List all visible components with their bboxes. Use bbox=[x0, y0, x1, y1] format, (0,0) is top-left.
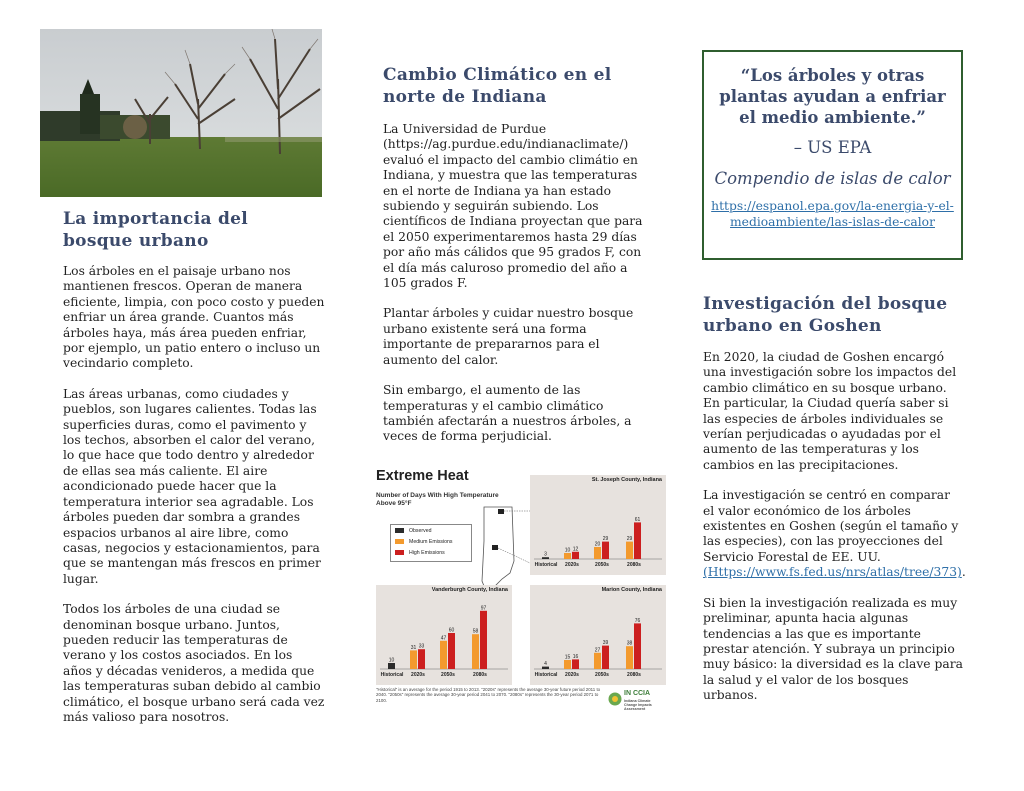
epa-link[interactable]: https://espanol.epa.gov/la-energia-y-el-medioambiente/las-islas-de-calor bbox=[711, 199, 954, 229]
figure-legend bbox=[390, 524, 472, 562]
bar-value-label: 61 bbox=[634, 516, 641, 523]
figure-note: "Historical" is an average for the period 1915 to 2013. "2020s" represents the average 30-year future period 2011 to 2040. "2050s" represents the average 30-year period 2041 to 2070. "2080s" represents the 30-year period 2071 to 2100. bbox=[376, 687, 601, 703]
col3-heading: Investigación del bosque urbano en Goshen bbox=[703, 294, 948, 336]
x-tick-label: Historical bbox=[534, 562, 558, 568]
legend-item-high bbox=[391, 547, 471, 558]
col3-paragraph-3: Si bien la investigación realizada es muy preliminar, apunta hacia algunas tendencias a las que es importante prestar atención. Y subraya un principio muy básico: la diversidad es la clave para la salud y el valor de los bosques urbanos. bbox=[703, 595, 963, 703]
legend-label-medium: Medium Emissions bbox=[409, 538, 453, 545]
bar-value-label: 31 bbox=[410, 644, 417, 651]
col3-paragraph-2-end: . bbox=[961, 565, 966, 580]
col1-paragraph-2: Las áreas urbanas, como ciudades y pueblos, son lugares calientes. Todas las superficies duras, como el pavimento y los techos, absorben el calor del verano, lo que hace que todo dentro y alrededor de ellas sea más caliente. El aire acondicionado puede hacer que la temperatura interior sea agradable. Los árboles pueden dar sombra a grandes espacios urbanos al aire libre, como casas, negocios y estacionamientos, para que se mantengan más frescos en primer lugar. bbox=[63, 386, 321, 586]
quote-author: – US EPA bbox=[793, 138, 872, 157]
bar-value-label: 58 bbox=[472, 628, 479, 635]
col1-paragraph-3: Todos los árboles de una ciudad se denominan bosque urbano. Juntos, pueden reducir las temperaturas de verano y los costos asociados. En los años y décadas venideros, a medida que las temperaturas suban debido al cambio climático, el bosque urbano será cada vez más valioso para nosotros. bbox=[63, 602, 325, 724]
chart-marion bbox=[530, 585, 666, 685]
panel-marion bbox=[530, 585, 666, 685]
legend-swatch-observed bbox=[395, 528, 404, 533]
x-tick-label: 2020s bbox=[565, 672, 579, 678]
in-ccia-logo bbox=[608, 690, 664, 714]
x-tick-label: 2050s bbox=[595, 562, 609, 568]
bar-value-label: 27 bbox=[594, 647, 601, 654]
bar-value-label: 16 bbox=[572, 653, 579, 660]
col2-paragraph-3: Sin embargo, el aumento de las temperaturas y el cambio climático también afectarán a nuestros árboles, a veces de forma perjudicial. bbox=[383, 383, 632, 444]
legend-label-observed: Observed bbox=[409, 527, 432, 534]
col1-heading: La importancia del bosque urbano bbox=[63, 209, 249, 251]
panel-vanderburgh bbox=[376, 585, 512, 685]
panel-title-st-joseph: St. Joseph County, Indiana bbox=[591, 477, 662, 483]
bar-value-label: 4 bbox=[544, 661, 547, 668]
x-tick-label: 2050s bbox=[595, 672, 609, 678]
leaf-icon bbox=[608, 692, 622, 706]
quote-source: Compendio de islas de calor bbox=[714, 169, 951, 188]
col2-paragraph-2: Plantar árboles y cuidar nuestro bosque urbano existente será una forma importante de prepararnos para el aumento del calor. bbox=[383, 306, 634, 367]
bar-value-label: 3 bbox=[544, 551, 547, 558]
map-marker-st-joseph bbox=[498, 509, 504, 514]
col3-paragraph-1: En 2020, la ciudad de Goshen encargó una investigación sobre los impactos del cambio climático en su bosque urbano. En particular, la Ciudad quería saber si las especies de árboles individuales se verían perjudicadas o ayudadas por el aumento de las temperaturas y los cambios en las precipitaciones. bbox=[703, 350, 957, 472]
col1-paragraph-1: Los árboles en el paisaje urbano nos mantienen frescos. Operan de manera eficiente, limpia, con poco costo y pueden enfriar un área grande. Cuantos más árboles haya, más área pueden enfriar, por ejemplo, un patio entero o incluso un vecindario completo. bbox=[63, 264, 325, 371]
panel-title-marion: Marion County, Indiana bbox=[601, 587, 662, 593]
bar-2050s-high-emissions bbox=[602, 646, 609, 669]
logo-subtext: Indiana Climate Change Impacts Assessment bbox=[624, 699, 652, 712]
bar-value-label: 47 bbox=[440, 635, 447, 642]
quote-text: “Los árboles y otras plantas ayudan a enfriar el medio ambiente.” bbox=[719, 66, 946, 127]
bar-2080s-medium-emissions bbox=[626, 542, 633, 559]
bar-2020s-high-emissions bbox=[572, 552, 579, 559]
col2-paragraph-1: La Universidad de Purdue (https://ag.purdue.edu/indianaclimate/) evaluó el impacto del cambio climátio en Indiana, y muestra que las temperaturas en el norte de Indiana ya han estado subiendo y seguirán subiendo. Los científicos de Indiana proyectan que para el 2050 experimentaremos hasta 29 días por año más cálidos que 95 grados F, con el día más caluroso promedio del año a 105 grados F. bbox=[383, 122, 643, 291]
bar-value-label: 60 bbox=[448, 627, 455, 634]
bar-2050s-medium-emissions bbox=[440, 641, 447, 669]
bar-value-label: 38 bbox=[626, 640, 633, 647]
bar-2080s-high-emissions bbox=[480, 611, 487, 669]
legend-label-high: High Emissions bbox=[409, 549, 445, 556]
figure-title: Extreme Heat bbox=[376, 468, 469, 484]
x-tick-label: 2080s bbox=[627, 672, 641, 678]
park-photo bbox=[40, 29, 322, 197]
bar-2020s-medium-emissions bbox=[410, 650, 417, 669]
col3-paragraph-2 bbox=[703, 488, 965, 580]
bar-2080s-high-emissions bbox=[634, 623, 641, 669]
panel-st-joseph bbox=[530, 475, 666, 575]
fs-atlas-link[interactable]: (Https://www.fs.fed.us/nrs/atlas/tree/373) bbox=[703, 565, 962, 580]
bar-2050s-medium-emissions bbox=[594, 653, 601, 669]
col1-text bbox=[63, 264, 325, 740]
col3-paragraph-2-text: La investigación se centró en comparar el valor económico de los árboles existentes en Goshen (según el tamaño y las especies), con las proyecciones del Servicio Forestal de EE. UU. bbox=[703, 488, 959, 564]
legend-item-medium bbox=[391, 536, 471, 547]
bar-value-label: 97 bbox=[480, 605, 487, 612]
x-tick-label: Historical bbox=[380, 672, 404, 678]
bar-value-label: 15 bbox=[564, 654, 571, 661]
quote-box bbox=[702, 50, 963, 260]
bar-2050s-medium-emissions bbox=[594, 547, 601, 559]
figure-subtitle: Number of Days With High Temperature Above 95°F bbox=[376, 492, 499, 507]
chart-st-joseph bbox=[530, 475, 666, 575]
bar-historical-observed bbox=[388, 663, 395, 669]
x-tick-label: 2080s bbox=[473, 672, 487, 678]
bar-2080s-medium-emissions bbox=[626, 646, 633, 669]
bar-2020s-high-emissions bbox=[572, 659, 579, 669]
legend-swatch-medium bbox=[395, 539, 404, 544]
chart-vanderburgh bbox=[376, 585, 512, 685]
bar-value-label: 33 bbox=[418, 643, 425, 650]
bar-value-label: 10 bbox=[564, 547, 571, 554]
map-marker-marion bbox=[492, 545, 498, 550]
extreme-heat-figure bbox=[372, 465, 672, 725]
x-tick-label: Historical bbox=[534, 672, 558, 678]
bar-2050s-high-emissions bbox=[602, 542, 609, 559]
x-tick-label: 2020s bbox=[565, 562, 579, 568]
x-tick-label: 2080s bbox=[627, 562, 641, 568]
bar-2080s-high-emissions bbox=[634, 522, 641, 559]
bar-value-label: 76 bbox=[634, 617, 641, 624]
col2-heading: Cambio Climático en el norte de Indiana bbox=[383, 65, 612, 107]
bar-value-label: 39 bbox=[602, 640, 609, 647]
bar-2050s-high-emissions bbox=[448, 633, 455, 669]
col3-text bbox=[703, 350, 965, 719]
bar-value-label: 20 bbox=[594, 541, 601, 548]
bar-value-label: 10 bbox=[388, 657, 395, 664]
bar-2020s-medium-emissions bbox=[564, 660, 571, 669]
logo-text: IN CCIA bbox=[624, 690, 651, 697]
bar-2020s-medium-emissions bbox=[564, 553, 571, 559]
bar-2020s-high-emissions bbox=[418, 649, 425, 669]
col2-text bbox=[383, 122, 647, 460]
legend-swatch-high bbox=[395, 550, 404, 555]
panel-title-vanderburgh: Vanderburgh County, Indiana bbox=[431, 587, 508, 593]
x-tick-label: 2020s bbox=[411, 672, 425, 678]
legend-item-observed bbox=[391, 525, 471, 536]
bar-value-label: 29 bbox=[626, 536, 633, 543]
bar-2080s-medium-emissions bbox=[472, 634, 479, 669]
bar-value-label: 12 bbox=[572, 546, 579, 553]
x-tick-label: 2050s bbox=[441, 672, 455, 678]
bar-value-label: 29 bbox=[602, 536, 609, 543]
